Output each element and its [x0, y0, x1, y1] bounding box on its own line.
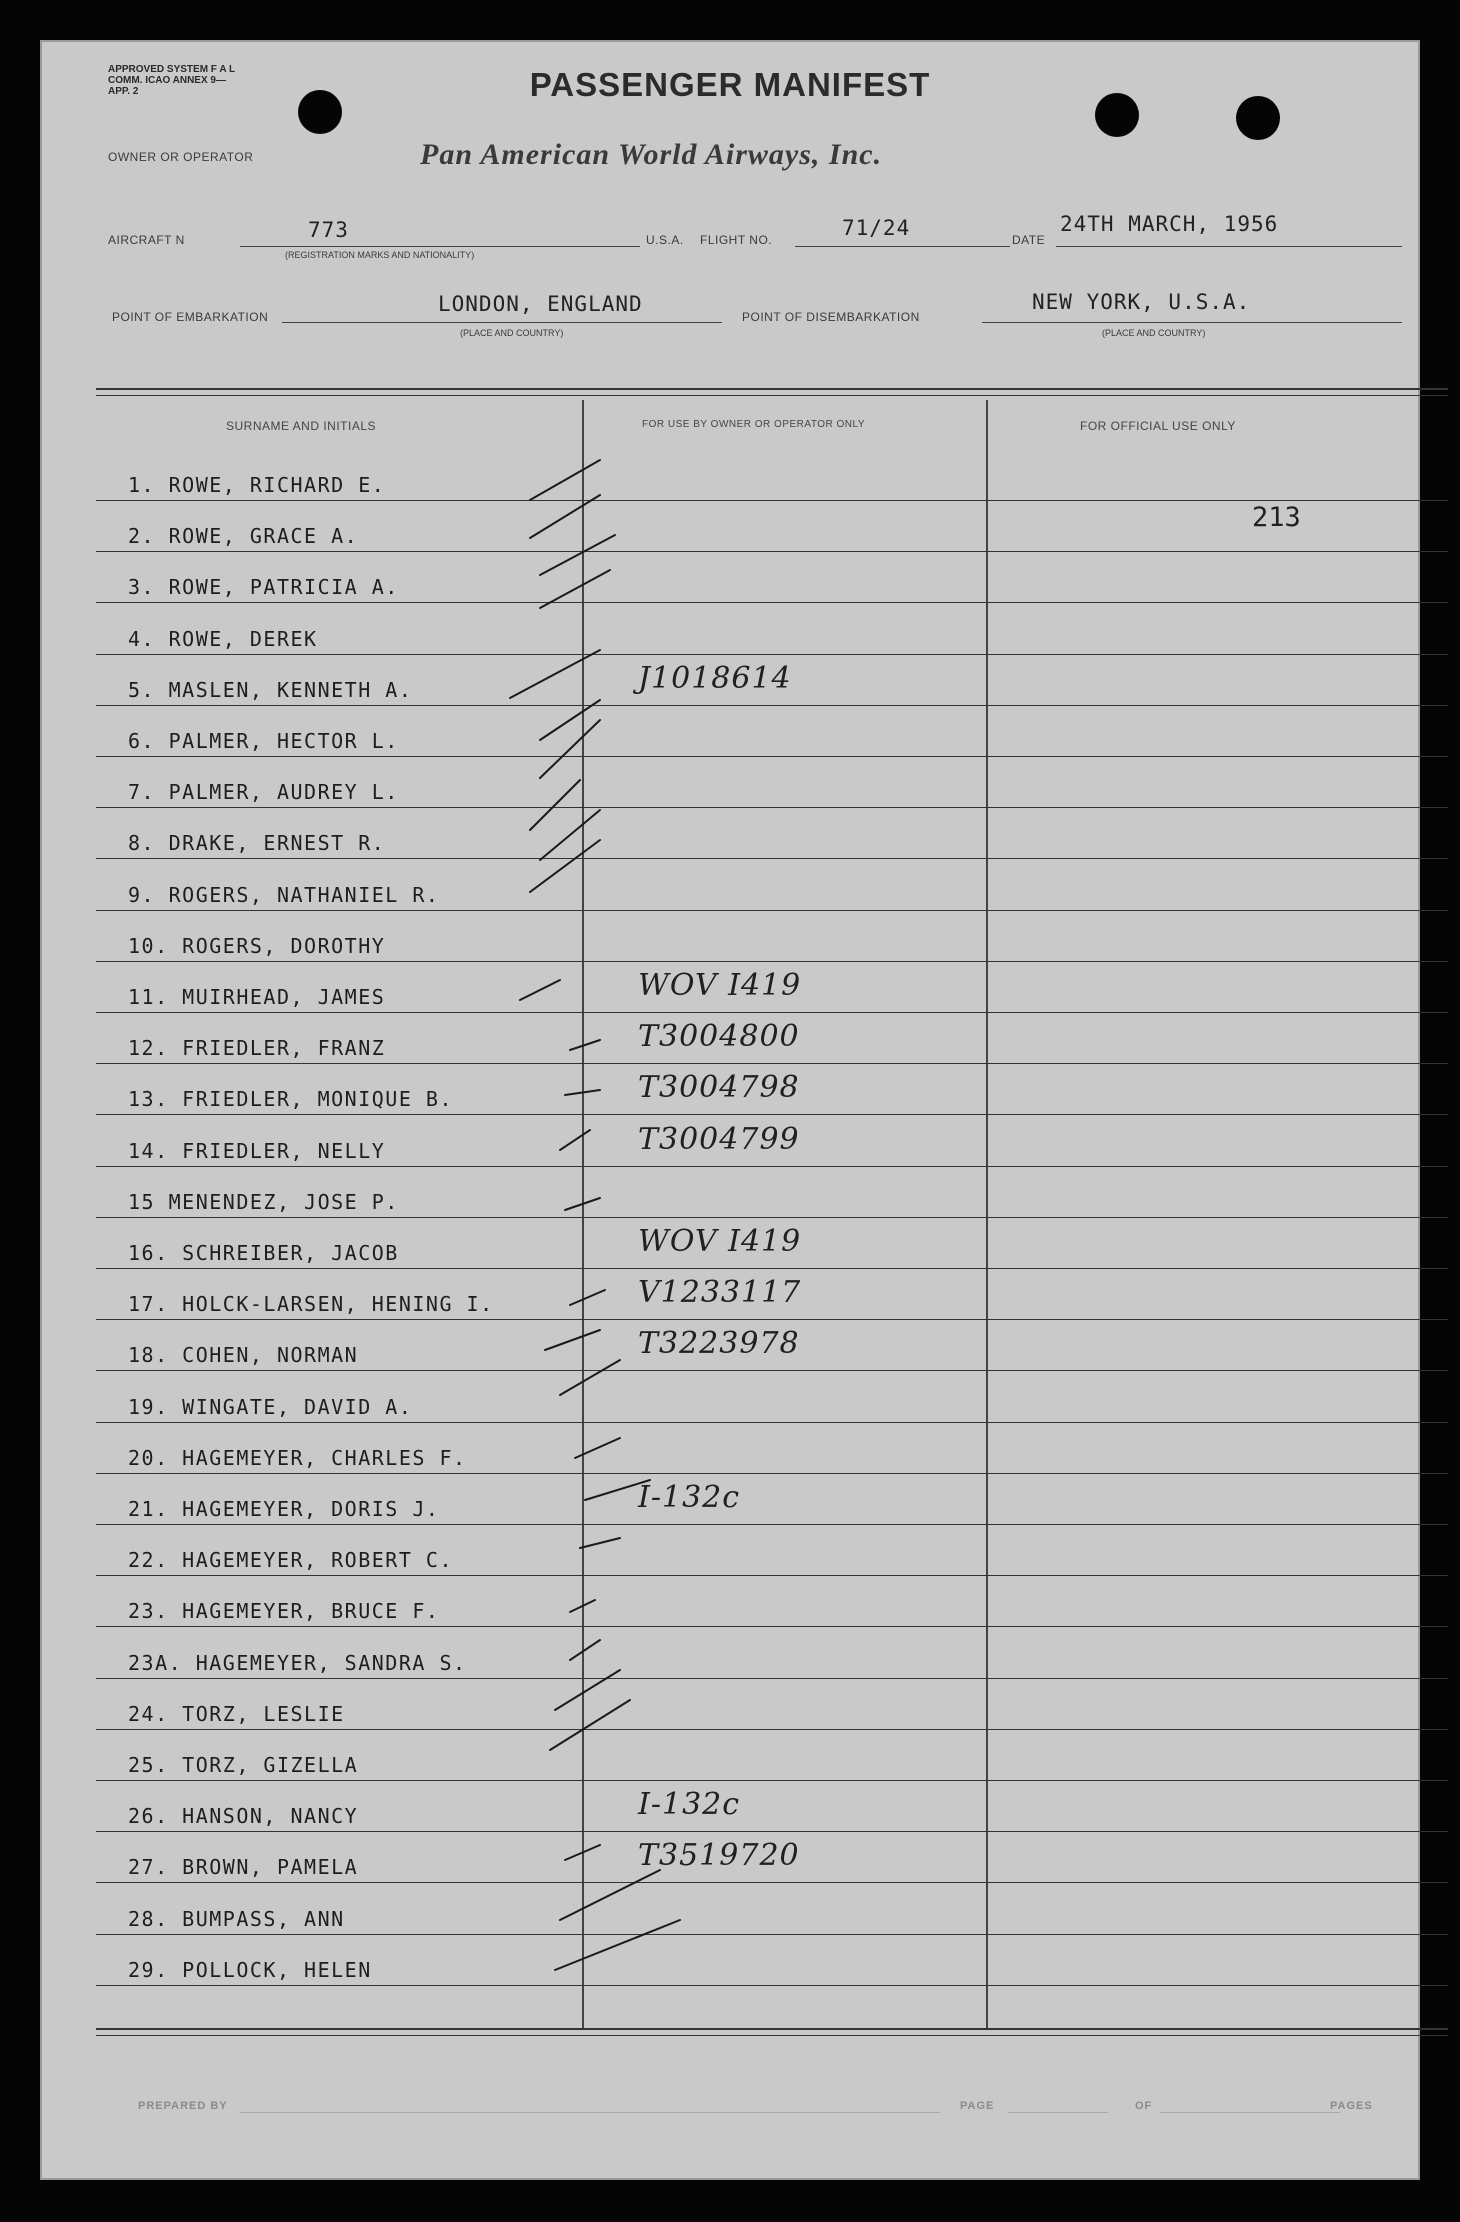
- disembark-note: (PLACE AND COUNTRY): [1102, 328, 1206, 338]
- operator-name: Pan American World Airways, Inc.: [420, 138, 883, 171]
- passenger-name: 22. HAGEMEYER, ROBERT C.: [128, 1548, 453, 1573]
- table-bottom-rule: [96, 2028, 1448, 2030]
- passenger-name: 4. ROWE, DEREK: [128, 626, 318, 651]
- passenger-name: 19. WINGATE, DAVID A.: [128, 1394, 413, 1419]
- embark-note: (PLACE AND COUNTRY): [460, 328, 564, 338]
- passenger-name: 20. HAGEMEYER, CHARLES F.: [128, 1445, 467, 1470]
- embark-place: LONDON, ENGLAND: [438, 292, 643, 316]
- registration-note: (REGISTRATION MARKS AND NATIONALITY): [285, 250, 475, 260]
- passenger-name: 7. PALMER, AUDREY L.: [128, 780, 399, 805]
- passport-number: T3004800: [638, 1019, 800, 1055]
- page-line: [1008, 2112, 1108, 2113]
- owner-label: OWNER OR OPERATOR: [108, 150, 254, 164]
- passport-number: V1233117: [638, 1275, 802, 1311]
- passenger-name: 12. FRIEDLER, FRANZ: [128, 1036, 386, 1061]
- nationality: U.S.A.: [646, 233, 684, 247]
- passport-number: WOV I419: [638, 968, 802, 1003]
- passenger-name: 25. TORZ, GIZELLA: [128, 1753, 359, 1777]
- passenger-name: 27. BROWN, PAMELA: [128, 1855, 359, 1880]
- disembark-place: NEW YORK, U.S.A.: [1032, 290, 1251, 314]
- passenger-name: 14. FRIEDLER, NELLY: [128, 1138, 386, 1163]
- flight-label: FLIGHT NO.: [700, 233, 773, 247]
- passenger-name: 11. MUIRHEAD, JAMES: [128, 985, 386, 1009]
- column-header-official: FOR OFFICIAL USE ONLY: [1080, 419, 1236, 433]
- passport-number: T3004799: [638, 1121, 800, 1157]
- passport-number: T3519720: [638, 1838, 800, 1874]
- aircraft-number: 773: [308, 218, 349, 242]
- prepared-by-label: PREPARED BY: [138, 2100, 228, 2112]
- passenger-name: 16. SCHREIBER, JACOB: [128, 1241, 399, 1265]
- passport-number: WOV I419: [638, 1224, 802, 1259]
- of-label: OF: [1135, 2100, 1153, 2112]
- column-header-surname: SURNAME AND INITIALS: [226, 419, 377, 433]
- disembark-label: POINT OF DISEMBARKATION: [742, 310, 920, 324]
- passport-number: T3223978: [638, 1326, 800, 1362]
- page-title: PASSENGER MANIFEST: [529, 66, 931, 103]
- manifest-page: [40, 40, 1420, 2180]
- pages-label: PAGES: [1330, 2100, 1373, 2112]
- flight-date: 24TH MARCH, 1956: [1060, 212, 1279, 236]
- passenger-name: 2. ROWE, GRACE A.: [128, 524, 359, 549]
- aircraft-label: AIRCRAFT N: [108, 233, 185, 247]
- official-number: 213: [1252, 502, 1301, 533]
- of-line: [1160, 2112, 1340, 2113]
- passenger-name: 6. PALMER, HECTOR L.: [128, 729, 399, 753]
- passenger-name: 28. BUMPASS, ANN: [128, 1906, 345, 1931]
- page-label: PAGE: [960, 2100, 995, 2112]
- passenger-name: 5. MASLEN, KENNETH A.: [128, 677, 413, 702]
- passenger-name: 29. POLLOCK, HELEN: [128, 1957, 372, 1982]
- approval-stamp: APPROVED SYSTEM F A L COMM. ICAO ANNEX 9—APP. 2: [108, 64, 235, 97]
- passport-number: I-132c: [638, 1787, 741, 1823]
- passport-number: J1018614: [638, 660, 792, 696]
- passport-number: I-132c: [638, 1480, 741, 1515]
- passenger-name: 23. HAGEMEYER, BRUCE F.: [128, 1599, 440, 1624]
- passport-number: T3004798: [638, 1070, 800, 1106]
- passenger-name: 21. HAGEMEYER, DORIS J.: [128, 1497, 440, 1521]
- flight-number: 71/24: [842, 216, 911, 240]
- passenger-name: 9. ROGERS, NATHANIEL R.: [128, 882, 440, 907]
- passenger-name: 1. ROWE, RICHARD E.: [128, 473, 386, 497]
- passenger-name: 17. HOLCK-LARSEN, HENING I.: [128, 1292, 494, 1317]
- passenger-name: 8. DRAKE, ERNEST R.: [128, 831, 386, 856]
- passenger-name: 3. ROWE, PATRICIA A.: [128, 575, 399, 600]
- check-marks: [40, 40, 1420, 2180]
- prepared-by-line: [240, 2112, 940, 2113]
- column-header-operator: FOR USE BY OWNER OR OPERATOR ONLY: [642, 419, 866, 430]
- passenger-name: 18. COHEN, NORMAN: [128, 1343, 359, 1368]
- passenger-name: 23A. HAGEMEYER, SANDRA S.: [128, 1650, 467, 1675]
- passenger-name: 26. HANSON, NANCY: [128, 1804, 359, 1829]
- table-bottom-rule: [96, 2035, 1448, 2036]
- embark-label: POINT OF EMBARKATION: [112, 310, 269, 324]
- date-label: DATE: [1012, 233, 1046, 247]
- passenger-name: 13. FRIEDLER, MONIQUE B.: [128, 1087, 453, 1112]
- passenger-name: 10. ROGERS, DOROTHY: [128, 933, 386, 958]
- passenger-name: 24. TORZ, LESLIE: [128, 1701, 345, 1726]
- passenger-name: 15 MENENDEZ, JOSE P.: [128, 1189, 399, 1214]
